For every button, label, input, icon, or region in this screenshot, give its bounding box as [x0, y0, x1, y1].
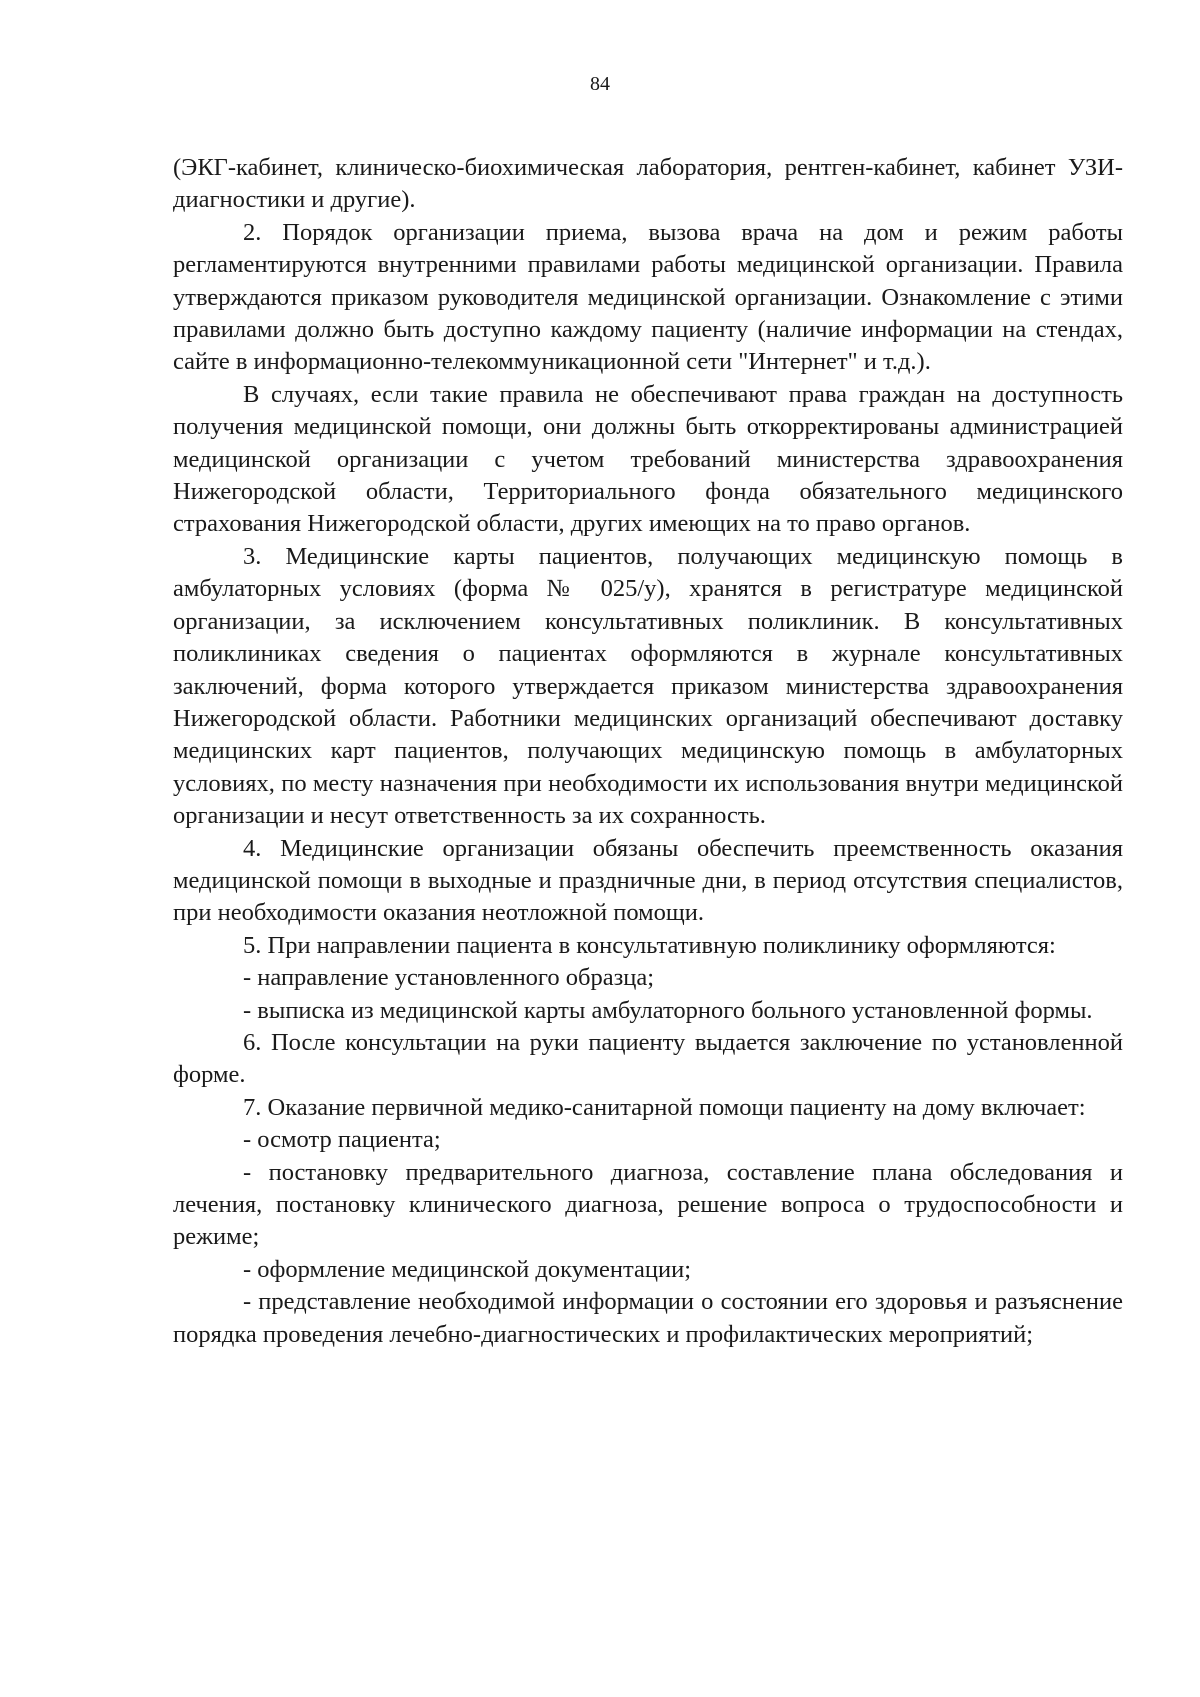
- paragraph: 2. Порядок организации приема, вызова врача на дом и режим работы регламентируются внутренними правилами работы медицинской организации. Правила утверждаются приказом руководителя медицинской организации. Ознакомление с этими правилами должно быть доступно каждому пациенту (наличие информации на стендах, сайте в информационно-телекоммуникационной сети "Интернет" и т.д.).: [173, 218, 1123, 376]
- page-number: 84: [590, 73, 610, 95]
- list-item: - представление необходимой информации о состоянии его здоровья и разъяснение порядка проведения лечебно-диагностических и профилактических мероприятий;: [173, 1288, 1123, 1348]
- paragraph: 6. После консультации на руки пациенту выдается заключение по установленной форме.: [173, 1028, 1123, 1089]
- list-item: - выписка из медицинской карты амбулаторного больного установленной формы.: [243, 996, 1093, 1024]
- paragraph: В случаях, если такие правила не обеспечивают права граждан на доступность получения медицинской помощи, они должны быть откорректированы администрацией медицинской организации с учетом требований министерства здравоохранения Нижегородской области, Территориального фонда обязательного медицинского страхования Нижегородской области, других имеющих на то право органов.: [173, 380, 1123, 538]
- list-item: - постановку предварительного диагноза, составление плана обследования и лечения, постановку клинического диагноза, решение вопроса о трудоспособности и режиме;: [173, 1158, 1123, 1251]
- paragraph: 4. Медицинские организации обязаны обеспечить преемственность оказания медицинской помощи в выходные и праздничные дни, в период отсутствия специалистов, при необходимости оказания неотложной помощи.: [173, 834, 1123, 927]
- paragraph: 5. При направлении пациента в консультативную поликлинику оформляются:: [243, 931, 1056, 959]
- document-body: [173, 152, 1123, 1351]
- paragraph: (ЭКГ-кабинет, клиническо-биохимическая лаборатория, рентген-кабинет, кабинет УЗИ-диагностики и другие).: [173, 154, 1123, 214]
- list-item: - направление установленного образца;: [243, 964, 655, 992]
- paragraph: 7. Оказание первичной медико-санитарной помощи пациенту на дому включает:: [243, 1093, 1086, 1121]
- list-item: - оформление медицинской документации;: [243, 1255, 692, 1283]
- paragraph: 3. Медицинские карты пациентов, получающих медицинскую помощь в амбулаторных условиях (форма № 025/у), хранятся в регистратуре медицинской организации, за исключением консультативных поликлиник. В консультативных поликлиниках сведения о пациентах оформляются в журнале консультативных заключений, форма которого утверждается приказом министерства здравоохранения Нижегородской области. Работники медицинских организаций обеспечивают доставку медицинских карт пациентов, получающих медицинскую помощь в амбулаторных условиях, по месту назначения при необходимости их использования внутри медицинской организации и несут ответственность за их сохранность.: [173, 542, 1123, 830]
- list-item: - осмотр пациента;: [243, 1126, 441, 1154]
